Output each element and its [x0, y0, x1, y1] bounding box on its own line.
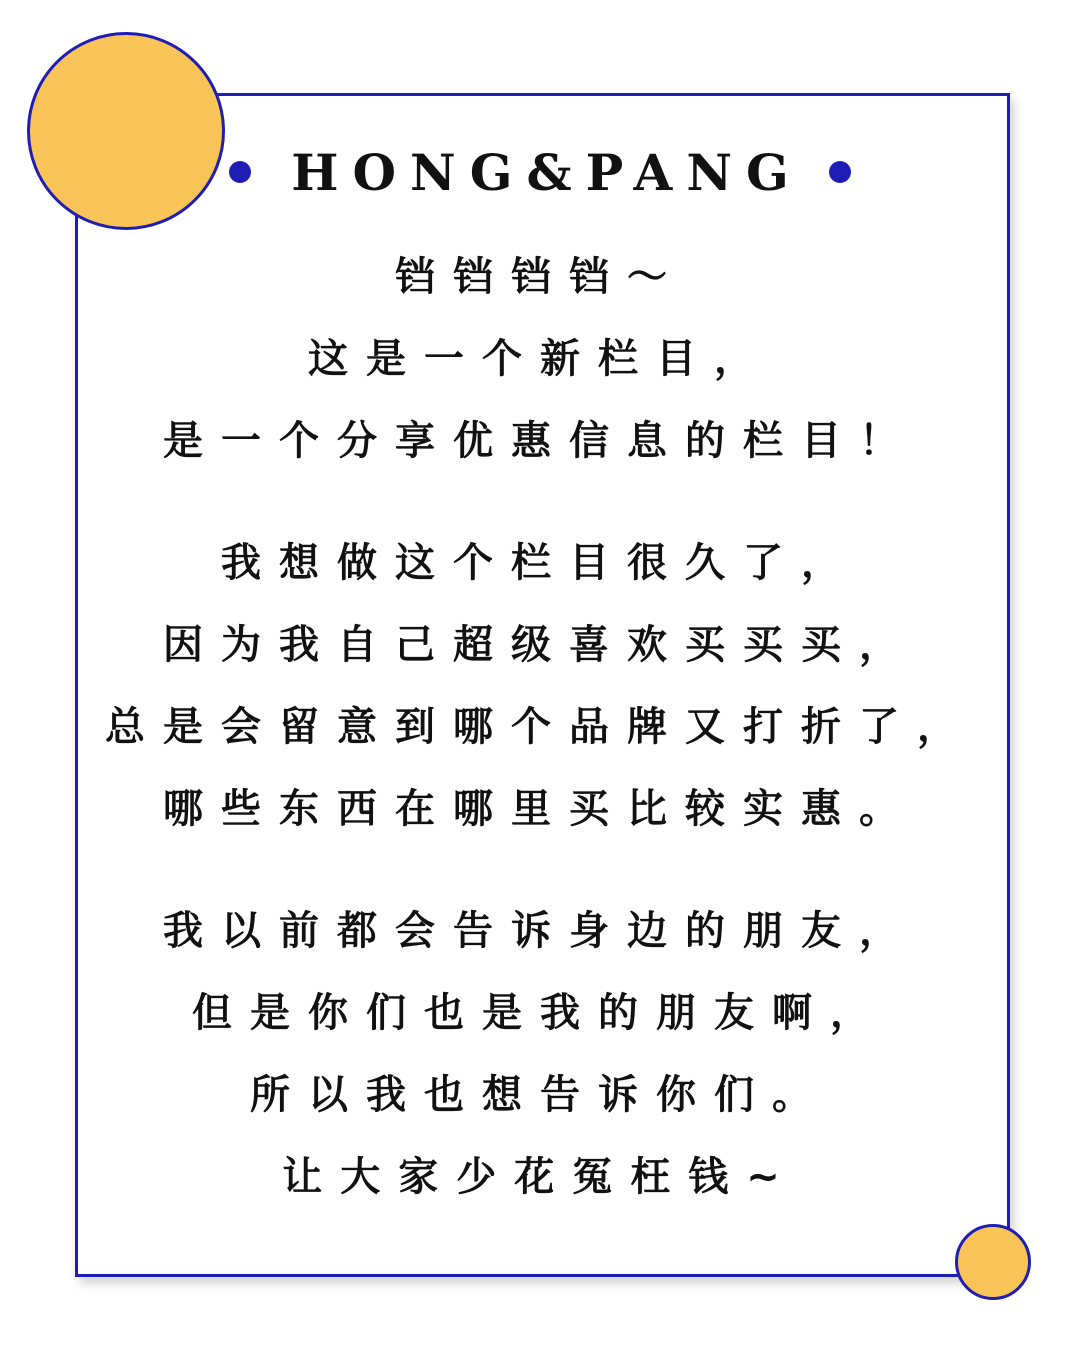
text-line: 所以我也想告诉你们。	[250, 1072, 830, 1118]
text-line: 让大家少花冤枉钱~	[282, 1154, 798, 1200]
brand-header	[0, 140, 1080, 204]
paragraph-motivation	[0, 522, 1080, 850]
text-line: 但是你们也是我的朋友啊，	[192, 990, 888, 1036]
brand-title: HONG&PANG	[291, 142, 803, 202]
text-line: 因为我自己超级喜欢买买买，	[163, 622, 917, 668]
paragraph-intro	[0, 236, 1080, 482]
text-line: 这是一个新栏目，	[308, 336, 772, 382]
text-line: 总是会留意到哪个品牌又打折了，	[105, 704, 975, 750]
text-line: 哪些东西在哪里买比较实惠。	[163, 786, 917, 832]
bullet-dot-right-icon	[829, 161, 851, 183]
text-line: 我以前都会告诉身边的朋友，	[163, 908, 917, 954]
decorative-circle-bottom-right	[955, 1224, 1031, 1300]
bullet-dot-left-icon	[229, 161, 251, 183]
text-line: 是一个分享优惠信息的栏目！	[163, 418, 917, 464]
text-line: 铛铛铛铛～	[395, 254, 685, 300]
text-line: 我想做这个栏目很久了，	[221, 540, 859, 586]
paragraph-closing	[0, 890, 1080, 1218]
